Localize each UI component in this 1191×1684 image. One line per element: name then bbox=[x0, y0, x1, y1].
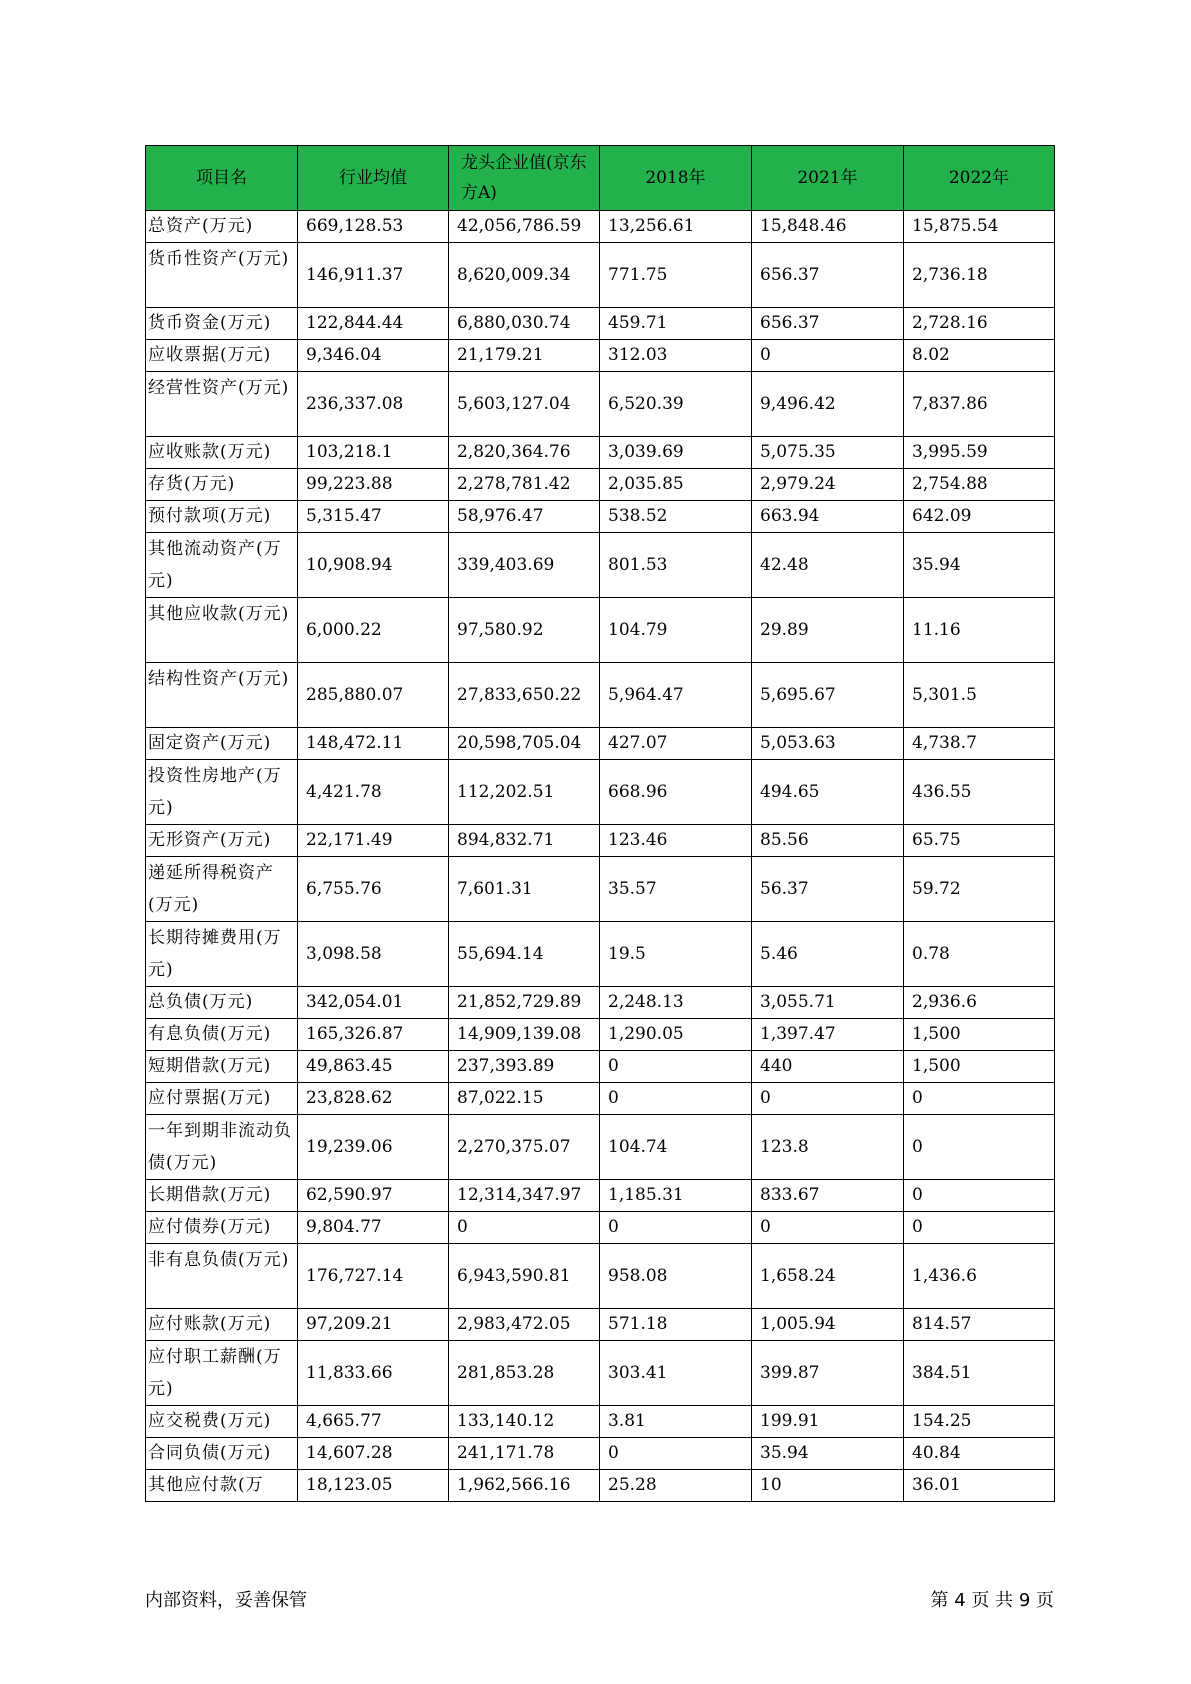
header-2021: 2021年 bbox=[752, 146, 904, 211]
cell-item-name: 其他应付款(万 bbox=[146, 1470, 298, 1502]
cell-industry-average: 285,880.07 bbox=[298, 663, 449, 728]
cell-value-2022: 3,995.59 bbox=[904, 437, 1055, 469]
table-row bbox=[146, 1019, 1055, 1051]
table-row bbox=[146, 1406, 1055, 1438]
cell-value-2018: 2,035.85 bbox=[600, 469, 752, 501]
cell-value-2018: 0 bbox=[600, 1083, 752, 1115]
cell-industry-average: 4,421.78 bbox=[298, 760, 449, 825]
cell-value-2021: 5,075.35 bbox=[752, 437, 904, 469]
cell-value-2021: 0 bbox=[752, 340, 904, 372]
cell-industry-average: 5,315.47 bbox=[298, 501, 449, 533]
footer-page-number: 第 4 页 共 9 页 bbox=[930, 1590, 1054, 1611]
cell-value-2021: 42.48 bbox=[752, 533, 904, 598]
table-row bbox=[146, 1470, 1055, 1502]
table-row bbox=[146, 987, 1055, 1019]
cell-value-2022: 0 bbox=[904, 1115, 1055, 1180]
cell-industry-average: 22,171.49 bbox=[298, 825, 449, 857]
cell-value-2022: 0.78 bbox=[904, 922, 1055, 987]
cell-value-2018: 104.74 bbox=[600, 1115, 752, 1180]
cell-leading-company-value: 21,179.21 bbox=[449, 340, 600, 372]
table-row bbox=[146, 1083, 1055, 1115]
cell-value-2018: 3.81 bbox=[600, 1406, 752, 1438]
cell-industry-average: 148,472.11 bbox=[298, 728, 449, 760]
cell-leading-company-value: 339,403.69 bbox=[449, 533, 600, 598]
cell-leading-company-value: 12,314,347.97 bbox=[449, 1180, 600, 1212]
cell-industry-average: 6,000.22 bbox=[298, 598, 449, 663]
cell-value-2018: 5,964.47 bbox=[600, 663, 752, 728]
cell-value-2022: 40.84 bbox=[904, 1438, 1055, 1470]
cell-value-2022: 154.25 bbox=[904, 1406, 1055, 1438]
cell-leading-company-value: 2,278,781.42 bbox=[449, 469, 600, 501]
cell-leading-company-value: 6,943,590.81 bbox=[449, 1244, 600, 1309]
cell-value-2021: 399.87 bbox=[752, 1341, 904, 1406]
cell-industry-average: 11,833.66 bbox=[298, 1341, 449, 1406]
cell-item-name: 总资产(万元) bbox=[146, 211, 298, 243]
table-row bbox=[146, 243, 1055, 308]
cell-item-name: 应收票据(万元) bbox=[146, 340, 298, 372]
cell-value-2021: 56.37 bbox=[752, 857, 904, 922]
cell-value-2018: 19.5 bbox=[600, 922, 752, 987]
cell-value-2022: 1,500 bbox=[904, 1019, 1055, 1051]
cell-value-2022: 814.57 bbox=[904, 1309, 1055, 1341]
cell-value-2021: 9,496.42 bbox=[752, 372, 904, 437]
cell-leading-company-value: 97,580.92 bbox=[449, 598, 600, 663]
cell-leading-company-value: 6,880,030.74 bbox=[449, 308, 600, 340]
cell-value-2021: 1,397.47 bbox=[752, 1019, 904, 1051]
cell-leading-company-value: 133,140.12 bbox=[449, 1406, 600, 1438]
cell-industry-average: 10,908.94 bbox=[298, 533, 449, 598]
table-row bbox=[146, 308, 1055, 340]
cell-value-2022: 642.09 bbox=[904, 501, 1055, 533]
cell-item-name: 长期待摊费用(万元) bbox=[146, 922, 298, 987]
cell-item-name: 一年到期非流动负债(万元) bbox=[146, 1115, 298, 1180]
cell-item-name: 长期借款(万元) bbox=[146, 1180, 298, 1212]
cell-item-name: 应付债券(万元) bbox=[146, 1212, 298, 1244]
header-industry-average: 行业均值 bbox=[298, 146, 449, 211]
cell-item-name: 应收账款(万元) bbox=[146, 437, 298, 469]
cell-value-2021: 29.89 bbox=[752, 598, 904, 663]
cell-value-2018: 427.07 bbox=[600, 728, 752, 760]
cell-leading-company-value: 58,976.47 bbox=[449, 501, 600, 533]
cell-item-name: 短期借款(万元) bbox=[146, 1051, 298, 1083]
cell-leading-company-value: 27,833,650.22 bbox=[449, 663, 600, 728]
cell-industry-average: 23,828.62 bbox=[298, 1083, 449, 1115]
cell-item-name: 非有息负债(万元) bbox=[146, 1244, 298, 1309]
table-row bbox=[146, 437, 1055, 469]
cell-value-2021: 199.91 bbox=[752, 1406, 904, 1438]
cell-item-name: 货币性资产(万元) bbox=[146, 243, 298, 308]
cell-value-2022: 35.94 bbox=[904, 533, 1055, 598]
cell-item-name: 经营性资产(万元) bbox=[146, 372, 298, 437]
cell-value-2022: 11.16 bbox=[904, 598, 1055, 663]
cell-industry-average: 103,218.1 bbox=[298, 437, 449, 469]
cell-value-2022: 2,736.18 bbox=[904, 243, 1055, 308]
cell-leading-company-value: 8,620,009.34 bbox=[449, 243, 600, 308]
cell-value-2018: 25.28 bbox=[600, 1470, 752, 1502]
cell-value-2018: 303.41 bbox=[600, 1341, 752, 1406]
cell-value-2018: 538.52 bbox=[600, 501, 752, 533]
cell-industry-average: 6,755.76 bbox=[298, 857, 449, 922]
cell-leading-company-value: 14,909,139.08 bbox=[449, 1019, 600, 1051]
cell-leading-company-value: 87,022.15 bbox=[449, 1083, 600, 1115]
table-row bbox=[146, 1244, 1055, 1309]
cell-leading-company-value: 237,393.89 bbox=[449, 1051, 600, 1083]
cell-value-2021: 15,848.46 bbox=[752, 211, 904, 243]
cell-value-2022: 1,500 bbox=[904, 1051, 1055, 1083]
cell-industry-average: 49,863.45 bbox=[298, 1051, 449, 1083]
cell-value-2022: 36.01 bbox=[904, 1470, 1055, 1502]
cell-value-2018: 35.57 bbox=[600, 857, 752, 922]
cell-item-name: 应付职工薪酬(万元) bbox=[146, 1341, 298, 1406]
cell-value-2022: 7,837.86 bbox=[904, 372, 1055, 437]
cell-item-name: 货币资金(万元) bbox=[146, 308, 298, 340]
cell-industry-average: 3,098.58 bbox=[298, 922, 449, 987]
table-row bbox=[146, 922, 1055, 987]
cell-item-name: 应付票据(万元) bbox=[146, 1083, 298, 1115]
table-header-row bbox=[146, 146, 1055, 211]
cell-industry-average: 97,209.21 bbox=[298, 1309, 449, 1341]
cell-value-2018: 2,248.13 bbox=[600, 987, 752, 1019]
cell-value-2021: 5,053.63 bbox=[752, 728, 904, 760]
table-row bbox=[146, 760, 1055, 825]
table-row bbox=[146, 533, 1055, 598]
cell-value-2022: 2,936.6 bbox=[904, 987, 1055, 1019]
table-row bbox=[146, 211, 1055, 243]
table-row bbox=[146, 663, 1055, 728]
cell-industry-average: 14,607.28 bbox=[298, 1438, 449, 1470]
cell-item-name: 应交税费(万元) bbox=[146, 1406, 298, 1438]
cell-leading-company-value: 894,832.71 bbox=[449, 825, 600, 857]
cell-leading-company-value: 2,270,375.07 bbox=[449, 1115, 600, 1180]
cell-industry-average: 9,346.04 bbox=[298, 340, 449, 372]
cell-leading-company-value: 2,983,472.05 bbox=[449, 1309, 600, 1341]
cell-value-2021: 123.8 bbox=[752, 1115, 904, 1180]
cell-value-2021: 833.67 bbox=[752, 1180, 904, 1212]
cell-leading-company-value: 2,820,364.76 bbox=[449, 437, 600, 469]
cell-value-2018: 958.08 bbox=[600, 1244, 752, 1309]
table-row bbox=[146, 1180, 1055, 1212]
cell-value-2021: 656.37 bbox=[752, 243, 904, 308]
cell-value-2022: 436.55 bbox=[904, 760, 1055, 825]
cell-industry-average: 236,337.08 bbox=[298, 372, 449, 437]
table-row bbox=[146, 1341, 1055, 1406]
cell-industry-average: 4,665.77 bbox=[298, 1406, 449, 1438]
cell-value-2022: 5,301.5 bbox=[904, 663, 1055, 728]
table-row bbox=[146, 372, 1055, 437]
cell-item-name: 结构性资产(万元) bbox=[146, 663, 298, 728]
cell-value-2018: 312.03 bbox=[600, 340, 752, 372]
cell-value-2021: 85.56 bbox=[752, 825, 904, 857]
footer-confidential-note: 内部资料，妥善保管 bbox=[145, 1590, 307, 1611]
cell-leading-company-value: 55,694.14 bbox=[449, 922, 600, 987]
cell-item-name: 投资性房地产(万元) bbox=[146, 760, 298, 825]
cell-value-2022: 59.72 bbox=[904, 857, 1055, 922]
cell-industry-average: 669,128.53 bbox=[298, 211, 449, 243]
cell-leading-company-value: 112,202.51 bbox=[449, 760, 600, 825]
cell-leading-company-value: 20,598,705.04 bbox=[449, 728, 600, 760]
cell-value-2018: 104.79 bbox=[600, 598, 752, 663]
cell-industry-average: 122,844.44 bbox=[298, 308, 449, 340]
cell-value-2022: 0 bbox=[904, 1083, 1055, 1115]
cell-industry-average: 9,804.77 bbox=[298, 1212, 449, 1244]
cell-value-2018: 1,185.31 bbox=[600, 1180, 752, 1212]
cell-industry-average: 176,727.14 bbox=[298, 1244, 449, 1309]
cell-value-2018: 3,039.69 bbox=[600, 437, 752, 469]
table-row bbox=[146, 598, 1055, 663]
cell-value-2022: 2,754.88 bbox=[904, 469, 1055, 501]
cell-value-2022: 2,728.16 bbox=[904, 308, 1055, 340]
table-row bbox=[146, 1051, 1055, 1083]
cell-leading-company-value: 21,852,729.89 bbox=[449, 987, 600, 1019]
table-row bbox=[146, 825, 1055, 857]
cell-industry-average: 19,239.06 bbox=[298, 1115, 449, 1180]
cell-value-2018: 771.75 bbox=[600, 243, 752, 308]
table-row bbox=[146, 1438, 1055, 1470]
cell-value-2022: 15,875.54 bbox=[904, 211, 1055, 243]
cell-value-2022: 65.75 bbox=[904, 825, 1055, 857]
cell-value-2021: 5.46 bbox=[752, 922, 904, 987]
cell-item-name: 合同负债(万元) bbox=[146, 1438, 298, 1470]
table-row bbox=[146, 340, 1055, 372]
cell-value-2022: 0 bbox=[904, 1212, 1055, 1244]
cell-value-2018: 459.71 bbox=[600, 308, 752, 340]
cell-value-2022: 4,738.7 bbox=[904, 728, 1055, 760]
header-2018: 2018年 bbox=[600, 146, 752, 211]
cell-item-name: 存货(万元) bbox=[146, 469, 298, 501]
table-row bbox=[146, 501, 1055, 533]
cell-value-2018: 668.96 bbox=[600, 760, 752, 825]
cell-value-2021: 35.94 bbox=[752, 1438, 904, 1470]
cell-value-2018: 801.53 bbox=[600, 533, 752, 598]
cell-item-name: 递延所得税资产(万元) bbox=[146, 857, 298, 922]
cell-value-2018: 1,290.05 bbox=[600, 1019, 752, 1051]
cell-value-2018: 0 bbox=[600, 1051, 752, 1083]
header-leading-company: 龙头企业值(京东方A) bbox=[449, 146, 600, 211]
table-body bbox=[146, 211, 1055, 1502]
cell-value-2021: 2,979.24 bbox=[752, 469, 904, 501]
cell-value-2021: 0 bbox=[752, 1212, 904, 1244]
table-row bbox=[146, 469, 1055, 501]
cell-value-2022: 8.02 bbox=[904, 340, 1055, 372]
financial-data-table bbox=[145, 145, 1055, 1502]
cell-value-2022: 0 bbox=[904, 1180, 1055, 1212]
cell-industry-average: 146,911.37 bbox=[298, 243, 449, 308]
cell-value-2018: 0 bbox=[600, 1212, 752, 1244]
cell-value-2021: 1,005.94 bbox=[752, 1309, 904, 1341]
cell-value-2021: 663.94 bbox=[752, 501, 904, 533]
cell-value-2018: 0 bbox=[600, 1438, 752, 1470]
cell-leading-company-value: 5,603,127.04 bbox=[449, 372, 600, 437]
cell-value-2021: 5,695.67 bbox=[752, 663, 904, 728]
cell-industry-average: 62,590.97 bbox=[298, 1180, 449, 1212]
cell-value-2021: 656.37 bbox=[752, 308, 904, 340]
cell-industry-average: 342,054.01 bbox=[298, 987, 449, 1019]
cell-item-name: 总负债(万元) bbox=[146, 987, 298, 1019]
table-row bbox=[146, 728, 1055, 760]
cell-leading-company-value: 7,601.31 bbox=[449, 857, 600, 922]
cell-value-2021: 0 bbox=[752, 1083, 904, 1115]
cell-value-2021: 1,658.24 bbox=[752, 1244, 904, 1309]
table-row bbox=[146, 857, 1055, 922]
cell-item-name: 其他流动资产(万元) bbox=[146, 533, 298, 598]
cell-leading-company-value: 241,171.78 bbox=[449, 1438, 600, 1470]
cell-leading-company-value: 1,962,566.16 bbox=[449, 1470, 600, 1502]
cell-industry-average: 165,326.87 bbox=[298, 1019, 449, 1051]
cell-value-2018: 123.46 bbox=[600, 825, 752, 857]
cell-item-name: 应付账款(万元) bbox=[146, 1309, 298, 1341]
cell-industry-average: 18,123.05 bbox=[298, 1470, 449, 1502]
table-row bbox=[146, 1115, 1055, 1180]
table-row bbox=[146, 1212, 1055, 1244]
cell-value-2021: 10 bbox=[752, 1470, 904, 1502]
cell-leading-company-value: 281,853.28 bbox=[449, 1341, 600, 1406]
header-item-name: 项目名 bbox=[146, 146, 298, 211]
cell-value-2021: 3,055.71 bbox=[752, 987, 904, 1019]
cell-value-2021: 440 bbox=[752, 1051, 904, 1083]
header-2022: 2022年 bbox=[904, 146, 1055, 211]
cell-item-name: 无形资产(万元) bbox=[146, 825, 298, 857]
cell-value-2022: 384.51 bbox=[904, 1341, 1055, 1406]
cell-item-name: 有息负债(万元) bbox=[146, 1019, 298, 1051]
cell-value-2021: 494.65 bbox=[752, 760, 904, 825]
table-row bbox=[146, 1309, 1055, 1341]
cell-item-name: 其他应收款(万元) bbox=[146, 598, 298, 663]
cell-value-2018: 571.18 bbox=[600, 1309, 752, 1341]
cell-leading-company-value: 0 bbox=[449, 1212, 600, 1244]
cell-value-2022: 1,436.6 bbox=[904, 1244, 1055, 1309]
cell-item-name: 预付款项(万元) bbox=[146, 501, 298, 533]
cell-value-2018: 6,520.39 bbox=[600, 372, 752, 437]
cell-leading-company-value: 42,056,786.59 bbox=[449, 211, 600, 243]
cell-item-name: 固定资产(万元) bbox=[146, 728, 298, 760]
cell-value-2018: 13,256.61 bbox=[600, 211, 752, 243]
cell-industry-average: 99,223.88 bbox=[298, 469, 449, 501]
